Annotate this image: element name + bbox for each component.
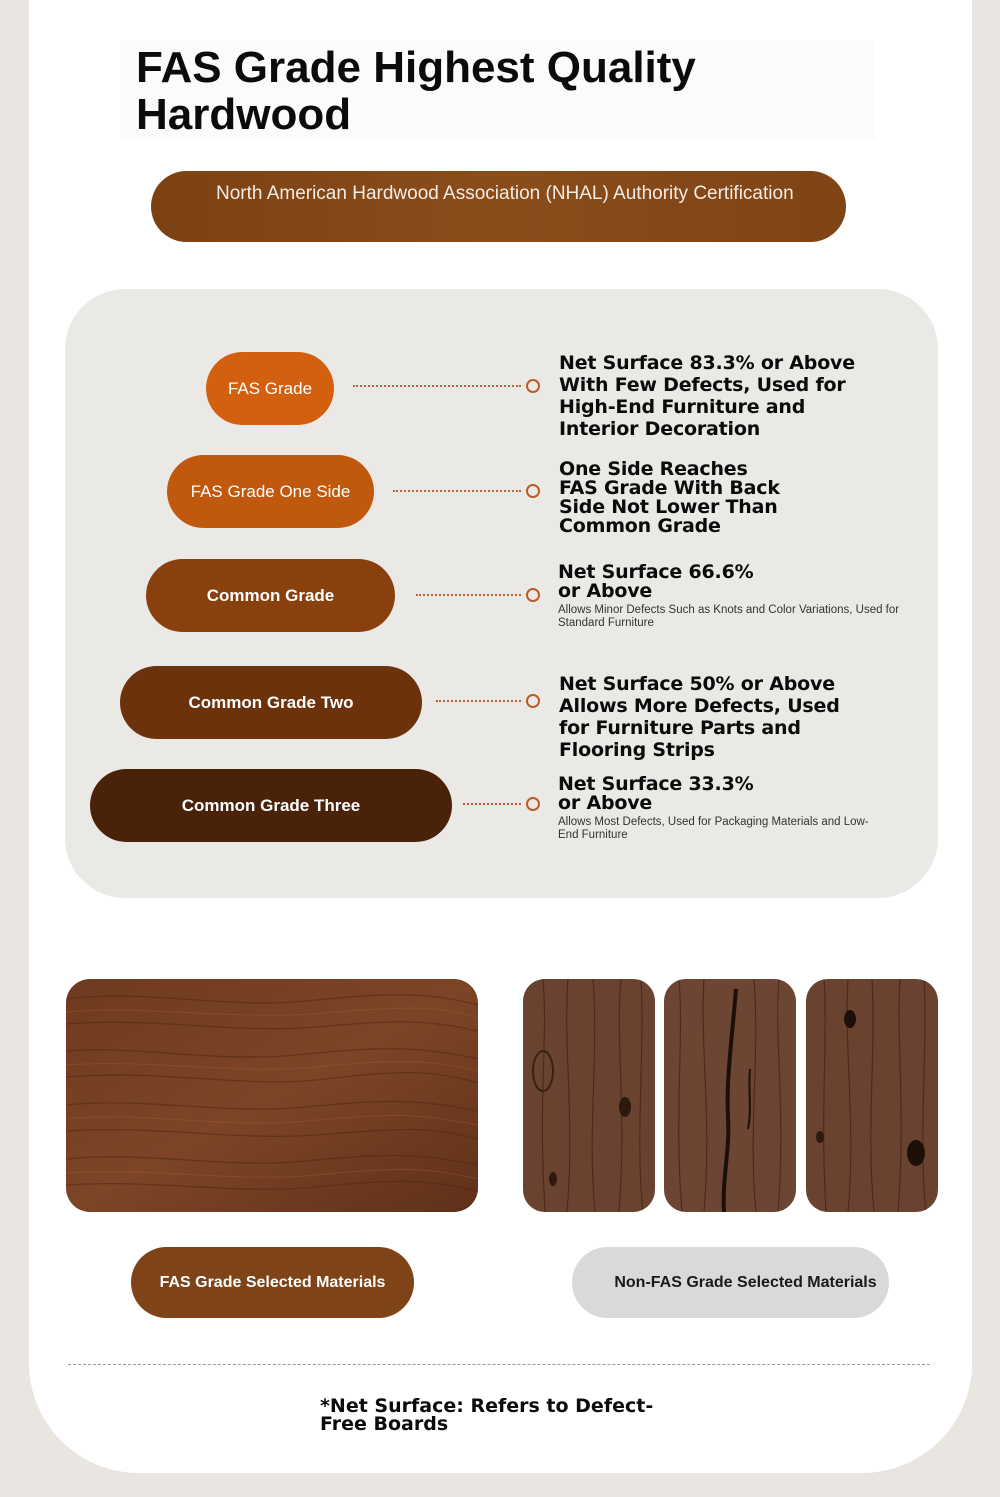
connector-dot <box>526 694 540 708</box>
grade-pill-fas <box>206 352 334 425</box>
grade-pill-common-two <box>120 666 422 739</box>
connector-dot <box>526 588 540 602</box>
grade-description <box>558 563 928 630</box>
page-title: FAS Grade Highest Quality Hardwood <box>136 43 696 139</box>
grade-description <box>559 673 869 761</box>
connector-dot <box>526 379 540 393</box>
connector-line <box>353 385 521 387</box>
grade-description-detail: Allows Minor Defects Such as Knots and Color Variations, Used for Standard Furniture <box>558 604 900 629</box>
non-fas-materials-label: Non-FAS Grade Selected Materials <box>614 1273 877 1291</box>
grade-pill-label: FAS Grade One Side <box>190 481 351 501</box>
grade-pill-label: FAS Grade <box>227 378 313 398</box>
fas-materials-label: FAS Grade Selected Materials <box>159 1273 386 1291</box>
footnote: *Net Surface: Refers to Defect-Free Boards <box>320 1395 654 1435</box>
connector-dot <box>526 484 540 498</box>
grade-pill-label: Common Grade Three <box>181 795 361 815</box>
grade-pill-fas-one-side <box>167 455 374 528</box>
grade-description <box>559 352 859 440</box>
non-fas-materials-button[interactable] <box>572 1247 889 1318</box>
grade-pill-common <box>146 559 395 632</box>
grade-pill-label: Common Grade Two <box>188 692 354 712</box>
connector-line <box>436 700 521 702</box>
grade-description-main: One Side Reaches FAS Grade With Back Side Not Lower Than Common Grade <box>559 458 780 537</box>
grade-description-main: Net Surface 83.3% or Above With Few Defects, Used for High-End Furniture and Interior Decoration <box>559 352 855 440</box>
non-fas-wood-image-1 <box>523 979 655 1212</box>
certification-banner <box>151 171 846 242</box>
non-fas-wood-image-3 <box>806 979 938 1212</box>
grade-pill-label: Common Grade <box>206 585 335 605</box>
grade-description <box>559 460 789 536</box>
fas-wood-image <box>66 979 478 1212</box>
connector-line <box>393 490 521 492</box>
connector-dot <box>526 797 540 811</box>
grade-description-main: Net Surface 33.3% or Above <box>558 773 754 814</box>
connector-line <box>416 594 521 596</box>
dashed-divider <box>68 1364 930 1365</box>
non-fas-wood-image-2 <box>664 979 796 1212</box>
title-block <box>120 40 875 140</box>
certification-text: North American Hardwood Association (NHAL) Authority Certification <box>216 183 794 204</box>
grade-description-main: Net Surface 50% or Above Allows More Defects, Used for Furniture Parts and Flooring Strips <box>559 673 840 761</box>
grade-pill-common-three <box>90 769 452 842</box>
grade-description-detail: Allows Most Defects, Used for Packaging Materials and Low-End Furniture <box>558 816 869 841</box>
grade-description-main: Net Surface 66.6% or Above <box>558 561 754 602</box>
connector-line <box>463 803 521 805</box>
fas-materials-button[interactable] <box>131 1247 414 1318</box>
grade-description <box>558 775 888 842</box>
